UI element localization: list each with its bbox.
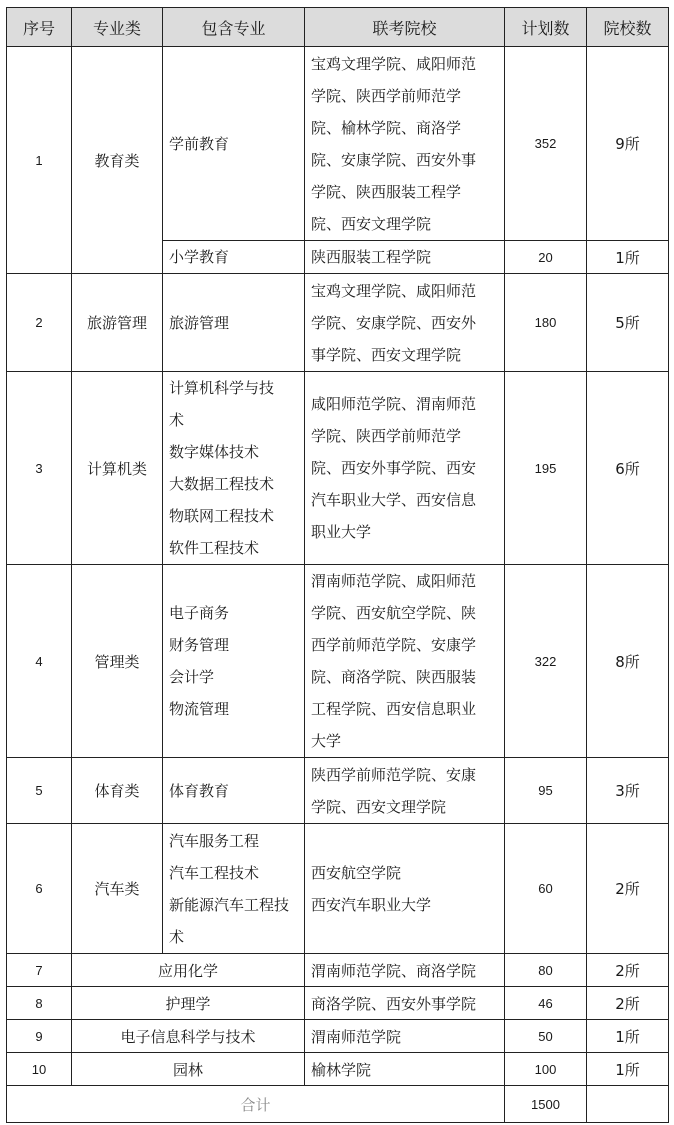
school-count-cell: 1所	[587, 241, 669, 274]
major-line: 旅游管理	[169, 313, 230, 332]
schools-cell: 商洛学院、西安外事学院	[305, 987, 505, 1020]
plan-cell: 100	[505, 1053, 587, 1086]
category-cell: 旅游管理	[72, 274, 163, 372]
majors-cell	[163, 274, 305, 372]
category-cell: 汽车类	[72, 824, 163, 954]
school-count-cell: 5所	[587, 274, 669, 372]
major-line: 新能源汽车工程技	[169, 895, 290, 914]
table-row	[7, 47, 669, 241]
school-line: 汽车职业大学、西安信息	[311, 491, 477, 509]
school-line: 西学前师范学院、安康学	[311, 636, 477, 654]
major-line: 电子商务	[169, 604, 230, 622]
major-name-cell: 护理学	[72, 987, 305, 1020]
major-line: 汽车服务工程	[169, 831, 260, 850]
category-cell: 教育类	[72, 47, 163, 274]
major-name-cell: 电子信息科学与技术	[72, 1020, 305, 1053]
school-line: 院、榆林学院、商洛学	[311, 118, 462, 137]
school-line: 渭南师范学院、咸阳师范	[311, 572, 477, 590]
seq-cell: 4	[7, 565, 72, 758]
school-count-cell: 8所	[587, 565, 669, 758]
major-line: 物联网工程技术	[169, 507, 275, 525]
school-line: 工程学院、西安信息职业	[311, 700, 477, 718]
plan-cell: 20	[505, 241, 587, 274]
plan-cell: 322	[505, 565, 587, 758]
plan-cell: 46	[505, 987, 587, 1020]
school-line: 咸阳师范学院、渭南师范	[311, 395, 477, 413]
school-line: 大学	[311, 732, 342, 750]
header-majors: 包含专业	[163, 8, 305, 47]
header-plan: 计划数	[505, 8, 587, 47]
table-row	[7, 565, 669, 758]
enrollment-plan-table	[6, 7, 669, 1123]
major-line: 小学教育	[169, 248, 230, 266]
schools-cell	[305, 758, 505, 824]
schools-cell: 渭南师范学院、商洛学院	[305, 954, 505, 987]
majors-cell	[163, 758, 305, 824]
total-count-cell	[587, 1086, 669, 1123]
majors-cell	[163, 824, 305, 954]
major-line: 体育教育	[169, 781, 230, 800]
school-line: 学院、西安文理学院	[311, 797, 447, 816]
school-line: 西安航空学院	[311, 863, 402, 882]
header-schools: 联考院校	[305, 8, 505, 47]
schools-cell: 渭南师范学院	[305, 1020, 505, 1053]
school-line: 院、西安外事学院、西安	[311, 459, 477, 477]
school-count-cell: 2所	[587, 824, 669, 954]
major-line: 软件工程技术	[169, 539, 260, 557]
school-line: 院、安康学院、西安外事	[311, 150, 477, 169]
major-line: 汽车工程技术	[169, 863, 260, 882]
seq-cell: 8	[7, 987, 72, 1020]
plan-cell: 50	[505, 1020, 587, 1053]
major-line: 财务管理	[169, 636, 230, 654]
category-cell: 管理类	[72, 565, 163, 758]
total-row	[7, 1086, 669, 1123]
major-line: 术	[169, 411, 185, 429]
table-row	[7, 1020, 669, 1053]
schools-cell	[305, 372, 505, 565]
category-cell: 体育类	[72, 758, 163, 824]
school-line: 陕西服装工程学院	[311, 248, 432, 266]
table-row	[7, 758, 669, 824]
table-row	[7, 372, 669, 565]
school-count-cell: 9所	[587, 47, 669, 241]
major-line: 术	[169, 927, 185, 946]
school-count-cell: 2所	[587, 954, 669, 987]
seq-cell: 7	[7, 954, 72, 987]
header-category: 专业类	[72, 8, 163, 47]
schools-cell	[305, 824, 505, 954]
school-count-cell: 2所	[587, 987, 669, 1020]
majors-cell	[163, 565, 305, 758]
header-row	[7, 8, 669, 47]
major-line: 计算机科学与技	[169, 379, 275, 397]
school-line: 学院、安康学院、西安外	[311, 313, 477, 332]
total-label: 合计	[7, 1086, 505, 1123]
table-row	[7, 1053, 669, 1086]
seq-cell: 10	[7, 1053, 72, 1086]
major-line: 大数据工程技术	[169, 475, 275, 493]
total-plan-cell: 1500	[505, 1086, 587, 1123]
school-line: 学院、陕西服装工程学	[311, 182, 462, 201]
school-line: 学院、陕西学前师范学	[311, 427, 462, 445]
majors-cell	[163, 241, 305, 274]
school-line: 职业大学	[311, 523, 372, 541]
school-line: 院、西安文理学院	[311, 214, 432, 233]
plan-cell: 95	[505, 758, 587, 824]
table-row	[7, 274, 669, 372]
school-count-cell: 3所	[587, 758, 669, 824]
major-line: 学前教育	[169, 134, 230, 153]
header-school-count: 院校数	[587, 8, 669, 47]
seq-cell: 5	[7, 758, 72, 824]
category-cell: 计算机类	[72, 372, 163, 565]
major-line: 会计学	[169, 668, 215, 686]
school-line: 宝鸡文理学院、咸阳师范	[311, 54, 477, 73]
plan-cell: 352	[505, 47, 587, 241]
majors-cell	[163, 47, 305, 241]
major-name-cell: 园林	[72, 1053, 305, 1086]
table-body	[7, 47, 669, 1123]
school-line: 宝鸡文理学院、咸阳师范	[311, 281, 477, 300]
school-count-cell: 1所	[587, 1053, 669, 1086]
schools-cell: 榆林学院	[305, 1053, 505, 1086]
majors-cell	[163, 372, 305, 565]
seq-cell: 6	[7, 824, 72, 954]
school-count-cell: 1所	[587, 1020, 669, 1053]
plan-cell: 195	[505, 372, 587, 565]
major-line: 物流管理	[169, 700, 230, 718]
school-line: 事学院、西安文理学院	[311, 345, 462, 364]
table-row	[7, 824, 669, 954]
table-row	[7, 954, 669, 987]
seq-cell: 2	[7, 274, 72, 372]
school-line: 陕西学前师范学院、安康	[311, 765, 477, 784]
seq-cell: 3	[7, 372, 72, 565]
school-line: 院、商洛学院、陕西服装	[311, 668, 477, 686]
table-row	[7, 987, 669, 1020]
schools-cell	[305, 565, 505, 758]
schools-cell	[305, 241, 505, 274]
school-line: 学院、西安航空学院、陕	[311, 604, 477, 622]
school-count-cell: 6所	[587, 372, 669, 565]
major-name-cell: 应用化学	[72, 954, 305, 987]
major-line: 数字媒体技术	[169, 443, 260, 461]
schools-cell	[305, 47, 505, 241]
plan-cell: 180	[505, 274, 587, 372]
plan-cell: 60	[505, 824, 587, 954]
schools-cell	[305, 274, 505, 372]
header-seq: 序号	[7, 8, 72, 47]
seq-cell: 9	[7, 1020, 72, 1053]
seq-cell: 1	[7, 47, 72, 274]
school-line: 西安汽车职业大学	[311, 895, 432, 914]
plan-cell: 80	[505, 954, 587, 987]
school-line: 学院、陕西学前师范学	[311, 86, 462, 105]
